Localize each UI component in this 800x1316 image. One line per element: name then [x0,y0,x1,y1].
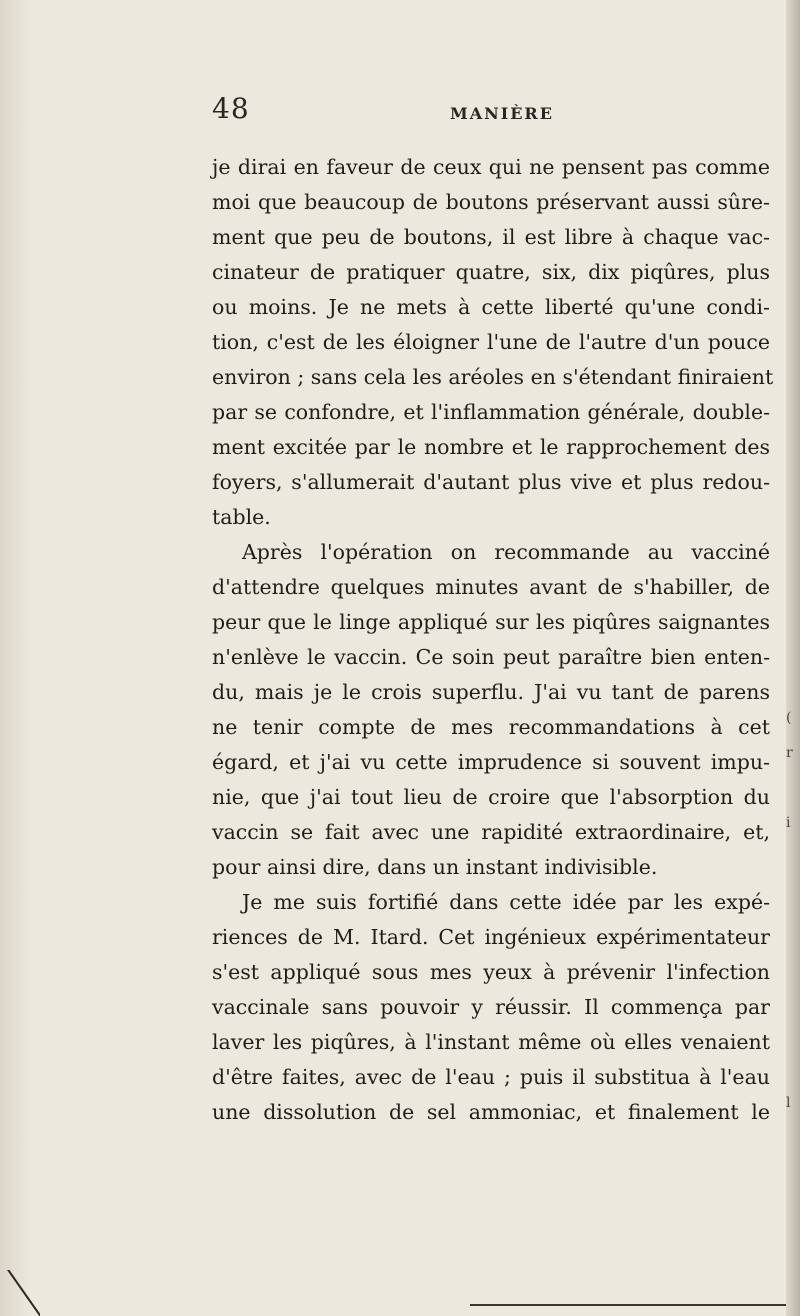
text-line: cinateur de pratiquer quatre, six, dix piqûres, plus [212,260,770,284]
text-line: égard, et j'ai vu cette imprudence si souvent impu- [212,750,770,774]
paragraph-start-line: Je me suis fortifié dans cette idée par les expé- [242,890,770,914]
margin-mark [786,640,800,675]
page-number: 48 [212,92,250,125]
margin-mark [786,990,800,1025]
margin-mark [786,500,800,535]
corner-scan-mark [0,1270,40,1316]
page-header [212,92,752,142]
text-line: ment excitée par le nombre et le rapprochement des [212,435,770,459]
text-line: du, mais je le crois superflu. J'ai vu tant de parens [212,680,770,704]
text-line: moi que beaucoup de boutons préservant aussi sûre- [212,190,770,214]
margin-mark: r [786,745,793,761]
margin-mark [786,290,800,325]
text-line: nie, que j'ai tout lieu de croire que l'absorption du [212,785,770,809]
text-line: vaccinale sans pouvoir y réussir. Il commença par [212,995,770,1019]
text-line: par se confondre, et l'inflammation générale, double- [212,400,770,424]
margin-mark [786,430,800,465]
margin-mark [786,395,800,430]
paragraph-end-line: pour ainsi dire, dans un instant indivisible. [212,855,658,879]
text-line: environ ; sans cela les aréoles en s'étendant finiraient [212,365,774,389]
margin-mark [786,535,800,570]
margin-mark [786,850,800,885]
margin-mark [786,920,800,955]
text-line: riences de M. Itard. Cet ingénieux expérimentateur [212,925,770,949]
margin-mark [786,360,800,395]
margin-mark [786,955,800,990]
margin-mark [786,570,800,605]
margin-mark: l [786,1095,791,1111]
body-text [212,150,774,1130]
text-line: ou moins. Je ne mets à cette liberté qu'une condi- [212,295,770,319]
text-line: d'attendre quelques minutes avant de s'habiller, de [212,575,770,599]
margin-mark [786,185,800,220]
text-line: n'enlève le vaccin. Ce soin peut paraître bien enten- [212,645,770,669]
text-line: peur que le linge appliqué sur les piqûres saignantes [212,610,770,634]
gutter-shadow [0,0,30,1316]
page-bottom-rule [470,1304,790,1306]
margin-mark [786,150,800,185]
margin-mark [786,220,800,255]
margin-mark [786,325,800,360]
text-line: je dirai en faveur de ceux qui ne pensent pas comme [212,155,770,179]
text-line: foyers, s'allumerait d'autant plus vive et plus redou- [212,470,770,494]
margin-mark [786,1060,800,1095]
margin-mark [786,605,800,640]
paragraph-start-line: Après l'opération on recommande au vacciné [242,540,770,564]
margin-mark [786,675,800,710]
text-line: une dissolution de sel ammoniac, et finalement le [212,1100,770,1124]
margin-mark: i [786,815,791,831]
running-head: MANIÈRE [450,104,554,123]
margin-mark [786,1025,800,1060]
margin-mark [786,255,800,290]
text-line: ment que peu de boutons, il est libre à chaque vac- [212,225,770,249]
text-line: vaccin se fait avec une rapidité extraordinaire, et, [212,820,770,844]
text-line: d'être faites, avec de l'eau ; puis il substitua à l'eau [212,1065,770,1089]
facing-page-margin-letters [786,150,800,1130]
margin-mark [786,885,800,920]
margin-mark: ( [786,710,792,726]
margin-mark [786,465,800,500]
text-line: tion, c'est de les éloigner l'une de l'autre d'un pouce [212,330,770,354]
text-line: ne tenir compte de mes recommandations à cet [212,715,770,739]
text-line: laver les piqûres, à l'instant même où elles venaient [212,1030,770,1054]
text-line: s'est appliqué sous mes yeux à prévenir l'infection [212,960,770,984]
margin-mark [786,780,800,815]
paragraph-end-line: table. [212,505,271,529]
